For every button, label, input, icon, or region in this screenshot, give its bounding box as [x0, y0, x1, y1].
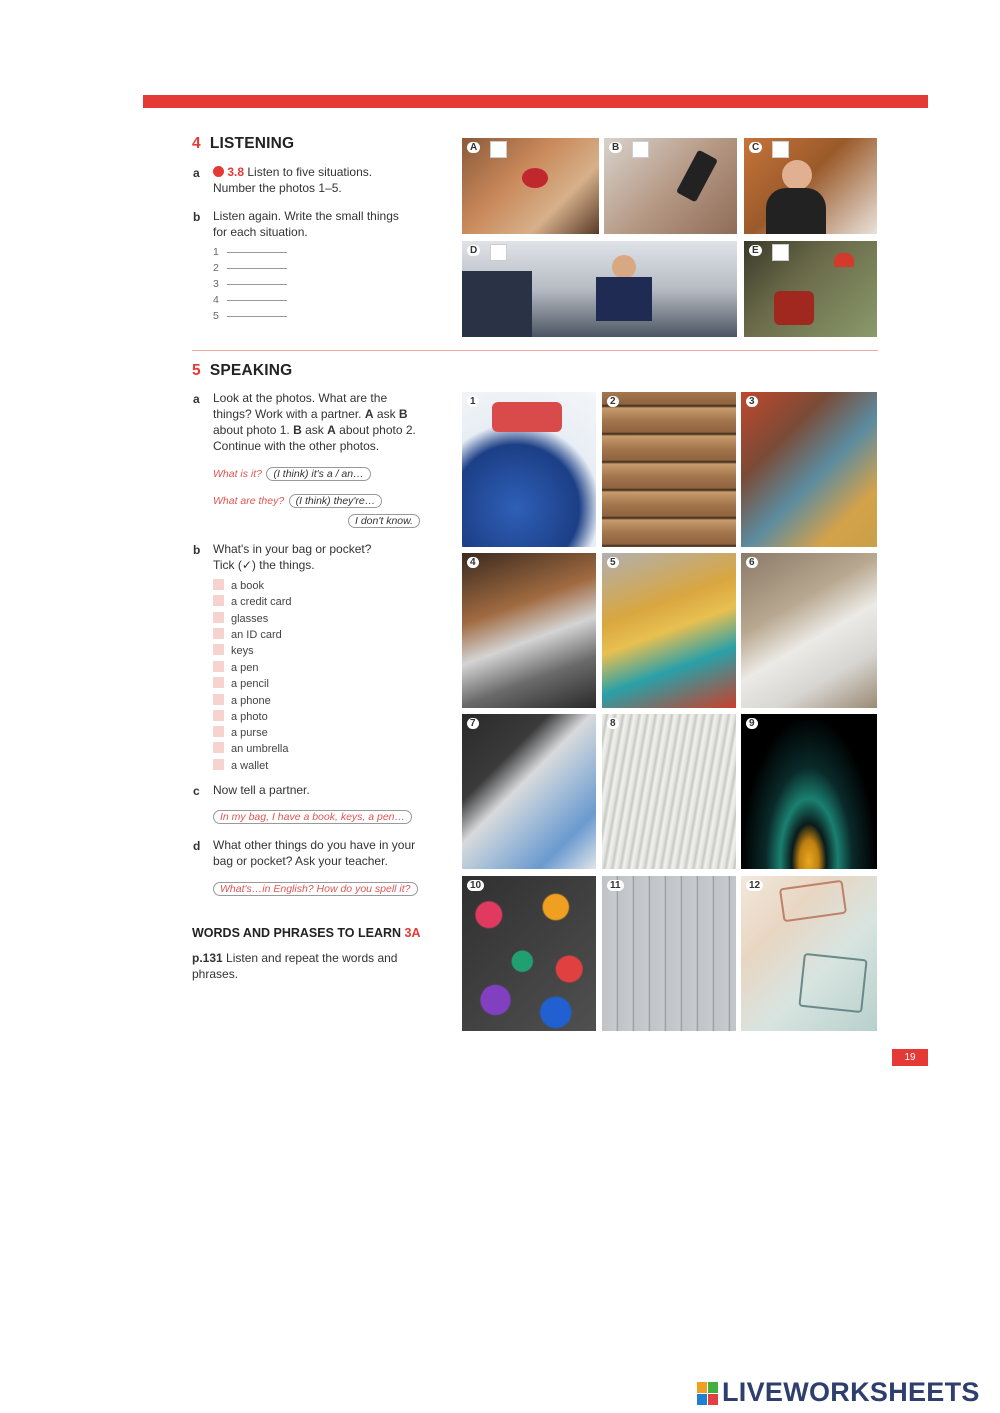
example-answer: (I think) they're… [289, 494, 383, 508]
instruction-text: Listen again. Write the small things [213, 209, 399, 223]
item-label: a pencil [231, 678, 269, 690]
photo-b [604, 138, 737, 234]
instruction-text: Listen to five situations. [247, 165, 373, 179]
page-number: 19 [892, 1049, 928, 1066]
speaking-heading [192, 362, 292, 380]
photo-8-paper [602, 714, 736, 869]
photo-3-wallets [741, 392, 877, 547]
photo-label: C [749, 142, 762, 153]
instruction-text: Listen and repeat the words and [226, 951, 398, 965]
answer-line[interactable] [213, 246, 287, 258]
photo-d [462, 241, 737, 337]
partner-a: A [364, 407, 374, 421]
checklist-item[interactable] [213, 661, 259, 677]
photo-11-keyboard [602, 876, 736, 1031]
instruction-text: What other things do you have in your [213, 838, 416, 852]
section-number: 4 [192, 135, 201, 152]
line-number: 3 [213, 278, 219, 290]
item-letter: b [193, 210, 201, 224]
photo-9-umbrella [741, 714, 877, 869]
words-text [192, 950, 397, 982]
item-label: a book [231, 580, 265, 592]
header-red-bar [143, 95, 928, 108]
photo-number: 1 [467, 396, 479, 407]
photo-2-books [602, 392, 736, 547]
item-label: a phone [231, 695, 271, 707]
instruction-text: ask [376, 407, 396, 421]
item-letter: b [193, 543, 201, 557]
checkbox[interactable] [213, 710, 224, 721]
listening-b-text [213, 208, 399, 240]
example-answer: I don't know. [348, 514, 420, 528]
line-number: 5 [213, 310, 219, 322]
words-heading [192, 926, 421, 940]
photo-label: B [609, 142, 622, 153]
checklist-item[interactable] [213, 710, 268, 726]
line-number: 4 [213, 294, 219, 306]
photo-number: 10 [467, 880, 484, 891]
checklist-item[interactable] [213, 579, 264, 595]
photo-number: 3 [746, 396, 758, 407]
item-letter: a [193, 166, 200, 180]
answer-box[interactable] [772, 141, 789, 158]
checklist-item[interactable] [213, 628, 282, 644]
answer-box[interactable] [490, 244, 507, 261]
checkbox[interactable] [213, 694, 224, 705]
photo-e [744, 241, 877, 337]
photo-number: 8 [607, 718, 619, 729]
listening-a-text [213, 164, 372, 196]
item-letter: c [193, 784, 200, 798]
photo-a [462, 138, 599, 234]
example-text: In my bag, I have a book, keys, a pen… [213, 810, 412, 824]
page-reference[interactable]: p.131 [192, 951, 223, 965]
answer-box[interactable] [772, 244, 789, 261]
photo-label: A [467, 142, 480, 153]
liveworksheets-logo[interactable]: LIVEWORKSHEETS [722, 1377, 980, 1407]
unit-code: 3A [404, 926, 421, 940]
partner-b: B [398, 407, 408, 421]
answer-line[interactable] [213, 278, 287, 290]
checkbox[interactable] [213, 644, 224, 655]
checkbox[interactable] [213, 759, 224, 770]
item-letter: d [193, 839, 201, 853]
item-label: a wallet [231, 760, 269, 772]
words-title: WORDS AND PHRASES TO LEARN [192, 926, 402, 940]
instruction-text: bag or pocket? Ask your teacher. [213, 854, 388, 868]
line-number: 1 [213, 246, 219, 258]
section-number: 5 [192, 362, 201, 379]
listening-heading [192, 135, 294, 153]
photo-7-phone [462, 714, 596, 869]
photo-5-credit-cards [602, 553, 736, 708]
checkbox[interactable] [213, 742, 224, 753]
checkbox[interactable] [213, 677, 224, 688]
answer-line[interactable] [213, 262, 287, 274]
photo-number: 9 [746, 718, 758, 729]
checklist-item[interactable] [213, 677, 269, 693]
checklist-item[interactable] [213, 742, 288, 758]
item-label: a pen [231, 662, 259, 674]
speaking-b-text [213, 541, 371, 573]
photo-number: 11 [607, 880, 624, 891]
checklist-item[interactable] [213, 644, 254, 660]
example-question: What is it? [213, 468, 263, 480]
checkbox[interactable] [213, 579, 224, 590]
instruction-text: for each situation. [213, 225, 308, 239]
instruction-text: Look at the photos. What are the [213, 391, 388, 405]
example-question: What are they? [213, 495, 285, 507]
checkbox[interactable] [213, 661, 224, 672]
photo-number: 12 [746, 880, 763, 891]
speaking-a-text [213, 390, 416, 454]
example-bubble [213, 807, 412, 825]
item-label: keys [231, 645, 254, 657]
answer-line[interactable] [213, 310, 287, 322]
photo-number: 6 [746, 557, 758, 568]
dialogue-line-1 [213, 464, 371, 482]
item-label: a photo [231, 711, 268, 723]
checklist-item[interactable] [213, 694, 271, 710]
dialogue-line-3 [348, 511, 420, 529]
answer-line[interactable] [213, 294, 287, 306]
item-label: an umbrella [231, 743, 289, 755]
photo-10-pens [462, 876, 596, 1031]
liveworksheets-logo-icon [697, 1382, 719, 1406]
audio-icon[interactable] [213, 166, 224, 177]
checkbox[interactable] [213, 628, 224, 639]
checklist-item[interactable] [213, 726, 268, 742]
answer-box[interactable] [632, 141, 649, 158]
partner-b: B [293, 423, 302, 437]
section-title: SPEAKING [209, 362, 293, 379]
example-answer: (I think) it's a / an… [266, 467, 370, 481]
instruction-text: What's in your bag or pocket? [213, 542, 372, 556]
photo-number: 2 [607, 396, 619, 407]
checkbox[interactable] [213, 726, 224, 737]
item-label: a credit card [231, 596, 292, 608]
partner-a: A [327, 423, 336, 437]
instruction-text: phrases. [192, 967, 239, 981]
item-letter: a [193, 392, 200, 406]
section-title: LISTENING [209, 135, 295, 152]
instruction-text: about photo 1. [213, 423, 290, 437]
answer-box[interactable] [490, 141, 507, 158]
checkbox[interactable] [213, 612, 224, 623]
instruction-text: Continue with the other photos. [213, 439, 380, 453]
instruction-text: Number the photos 1–5. [213, 181, 342, 195]
photo-6-cable [741, 553, 877, 708]
checklist-item[interactable] [213, 612, 268, 628]
item-label: a purse [231, 727, 268, 739]
item-label: an ID card [231, 629, 282, 641]
photo-label: E [749, 245, 762, 256]
track-number: 3.8 [227, 165, 245, 179]
checklist-item[interactable] [213, 595, 292, 611]
photo-number: 5 [607, 557, 619, 568]
speaking-d-text [213, 837, 415, 869]
instruction-text: about photo 2. [339, 423, 416, 437]
photo-number: 4 [467, 557, 479, 568]
example-text: What's…in English? How do you spell it? [213, 882, 418, 896]
item-label: glasses [231, 613, 269, 625]
checklist-item[interactable] [213, 759, 268, 775]
speaking-c-text: Now tell a partner. [213, 783, 310, 797]
section-divider [192, 350, 878, 351]
photo-label: D [467, 245, 480, 256]
instruction-text: ask [305, 423, 324, 437]
photo-1-watch [462, 392, 596, 547]
photo-c [744, 138, 877, 234]
instruction-text: Tick (✓) the things. [213, 558, 315, 572]
photo-4-keys [462, 553, 596, 708]
line-number: 2 [213, 262, 219, 274]
checkbox[interactable] [213, 595, 224, 606]
photo-12-passport [741, 876, 877, 1031]
dialogue-line-2 [213, 491, 382, 509]
example-bubble [213, 879, 418, 897]
instruction-text: things? Work with a partner. [213, 407, 362, 421]
photo-number: 7 [467, 718, 479, 729]
